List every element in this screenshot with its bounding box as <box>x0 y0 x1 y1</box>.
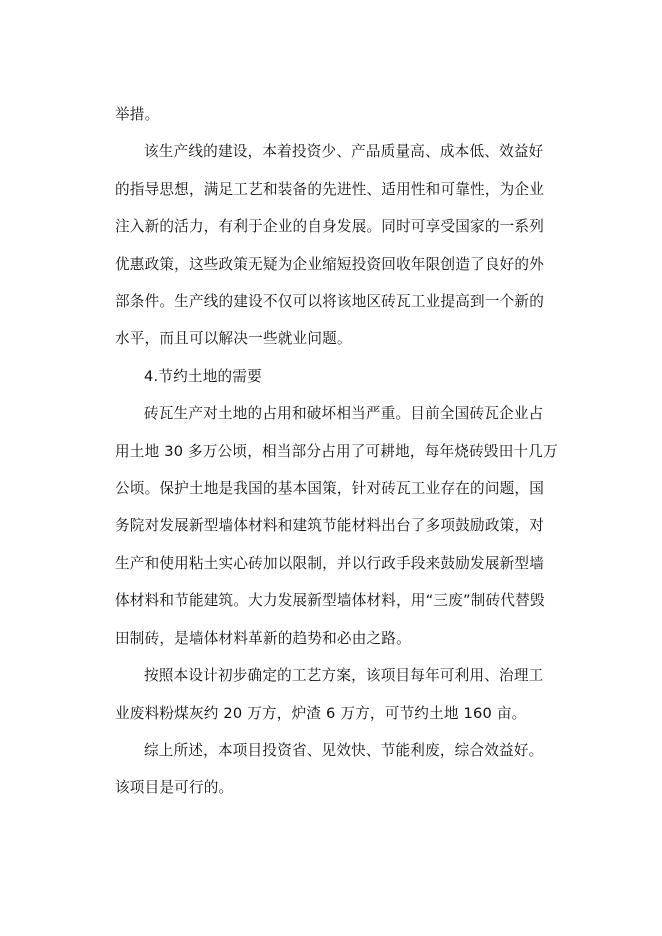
text-line: 注入新的活力，有利于企业的自身发展。同时可享受国家的一系列 <box>115 218 545 236</box>
text-line: 举措。 <box>115 106 160 123</box>
section-heading <box>115 358 555 395</box>
text-line: 部条件。生产线的建设不仅可以将该地区砖瓦工业提高到一个新的 <box>115 293 545 311</box>
text-line: 水平，而且可以解决一些就业问题。 <box>115 330 352 348</box>
paragraph-1 <box>115 96 555 133</box>
text-line: 生产和使用粘土实心砖加以限制，并以行政手段来鼓励发展新型墙 <box>115 554 545 572</box>
text-line: 按照本设计初步确定的工艺方案，该项目每年可利用、治理工 <box>144 667 544 685</box>
text-line: 综上所述，本项目投资省、见效快、节能利废，综合效益好。 <box>144 741 544 759</box>
text-line: 砖瓦生产对土地的占用和破坏相当严重。目前全国砖瓦企业占 <box>144 405 544 423</box>
text-line: 优惠政策，这些政策无疑为企业缩短投资回收年限创造了良好的外 <box>115 255 545 273</box>
text-line: 该项目是可行的。 <box>115 779 234 797</box>
document-body <box>115 96 558 807</box>
paragraph-6 <box>115 732 555 807</box>
text-line: 务院对发展新型墙体材料和建筑节能材料出台了多项鼓励政策，对 <box>115 517 545 535</box>
text-line: 田制砖，是墙体材料革新的趋势和必由之路。 <box>115 629 411 647</box>
text-line: 用土地 30 多万公顷，相当部分占用了可耕地，每年烧砖毁田十几万 <box>115 442 558 460</box>
paragraph-4 <box>115 395 558 657</box>
text-line: 体材料和节能建筑。大力发展新型墙体材料，用“三废”制砖代替毁 <box>115 592 545 610</box>
text-line: 该生产线的建设，本着投资少、产品质量高、成本低、效益好 <box>144 143 544 161</box>
text-line: 的指导思想，满足工艺和装备的先进性、适用性和可靠性，为企业 <box>115 180 545 198</box>
text-line: 业废料粉煤灰约 20 万方，炉渣 6 万方，可节约土地 160 亩。 <box>115 704 527 722</box>
text-line: 公顷。保护土地是我国的基本国策，针对砖瓦工业存在的问题，国 <box>115 480 545 498</box>
paragraph-2 <box>115 133 555 357</box>
heading-text: 4.节约土地的需要 <box>144 367 262 385</box>
paragraph-5 <box>115 657 555 732</box>
